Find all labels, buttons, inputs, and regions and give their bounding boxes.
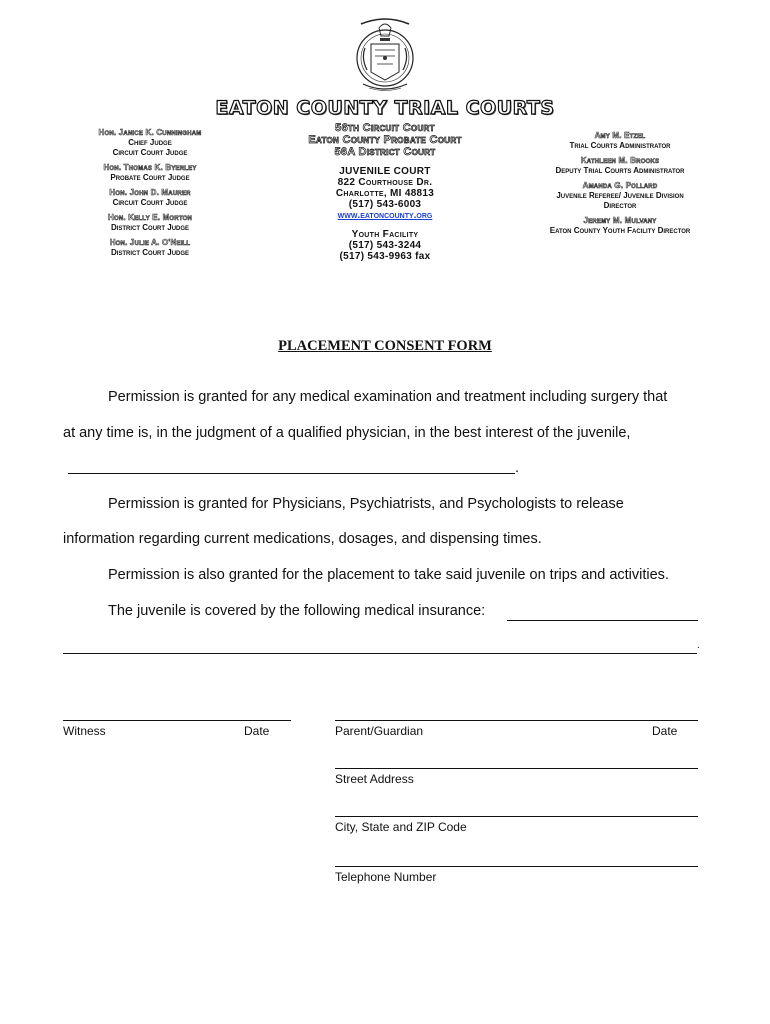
judge-entry <box>60 128 240 158</box>
staff-entry <box>545 156 695 176</box>
staff-role: Deputy Trial Courts Administrator <box>555 166 685 175</box>
judge-role: District Court Judge <box>110 248 190 257</box>
juvenile-name-period: . <box>515 460 520 476</box>
judge-name: Hon. Kelly E. Morton <box>107 213 192 222</box>
county-seal-logo <box>349 14 421 94</box>
org-title: EATON COUNTY TRIAL COURTS <box>215 97 555 119</box>
judge-role: Circuit Court Judge <box>112 198 188 207</box>
telephone-label: Telephone Number <box>335 870 437 884</box>
circuit-court-name: 56th Circuit Court <box>335 122 435 134</box>
judge-role: Probate Court Judge <box>110 173 190 182</box>
staff-name: Amy M. Etzel <box>594 131 646 140</box>
parent-guardian-label: Parent/Guardian <box>335 724 424 738</box>
consent-medical-line1: Permission is granted for any medical examination and treatment including surgery that <box>108 389 668 405</box>
form-title: PLACEMENT CONSENT FORM <box>278 338 492 354</box>
probate-court-name: Eaton County Probate Court <box>308 134 462 146</box>
parent-signature-line[interactable] <box>335 720 698 721</box>
judge-role: District Court Judge <box>110 223 190 232</box>
street-address-line[interactable] <box>335 768 698 769</box>
city-state-zip-label: City, State and ZIP Code <box>335 820 467 834</box>
judge-entry <box>60 213 240 233</box>
website-link[interactable]: www.eatoncounty.org <box>337 210 433 221</box>
youth-facility-name: Youth Facility <box>351 229 419 240</box>
staff-entry <box>545 131 695 151</box>
city-state-zip-line[interactable] <box>335 816 698 817</box>
staff-entry <box>545 216 695 236</box>
judge-role-secondary: Circuit Court Judge <box>112 148 188 157</box>
telephone-line[interactable] <box>335 866 698 867</box>
witness-signature-line[interactable] <box>63 720 291 721</box>
judge-name: Hon. John D. Maurer <box>109 188 191 197</box>
judge-entry <box>60 163 240 183</box>
insurance-field-continued[interactable] <box>63 653 697 654</box>
consent-medical-line2: at any time is, in the judgment of a qualified physician, in the best interest of the juvenile, <box>63 425 631 441</box>
consent-release-line2: information regarding current medications, dosages, and dispensing times. <box>63 531 542 547</box>
staff-list <box>545 131 695 241</box>
youth-facility-phone: (517) 543-3244 <box>348 240 422 251</box>
judge-role: Chief Judge <box>128 138 172 147</box>
juvenile-name-field[interactable] <box>68 473 515 474</box>
witness-label: Witness <box>63 724 106 738</box>
juvenile-court-street: 822 Courthouse Dr. <box>337 177 433 188</box>
staff-role: Eaton County Youth Facility Director <box>549 226 691 235</box>
staff-role: Trial Courts Administrator <box>569 141 671 150</box>
judge-entry <box>60 188 240 208</box>
court-info <box>260 122 510 262</box>
consent-release-line1: Permission is granted for Physicians, Psychiatrists, and Psychologists to release <box>108 496 624 512</box>
judge-name: Hon. Thomas K. Byerley <box>103 163 197 172</box>
judge-name: Hon. Julie A. O'Neill <box>109 238 191 247</box>
juvenile-court-phone: (517) 543-6003 <box>348 199 422 210</box>
judge-name: Hon. Janice K. Cunningham <box>98 128 202 137</box>
street-address-label: Street Address <box>335 772 414 786</box>
staff-name: Amanda G. Pollard <box>582 181 658 190</box>
judges-list <box>60 128 240 263</box>
juvenile-court-name: JUVENILE COURT <box>339 166 431 177</box>
staff-name: Jeremy M. Mulvany <box>583 216 657 225</box>
insurance-field[interactable] <box>507 620 698 621</box>
insurance-period: . <box>697 640 700 651</box>
judge-entry <box>60 238 240 258</box>
juvenile-court-city: Charlotte, MI 48813 <box>335 188 435 199</box>
parent-date-label: Date <box>652 724 678 738</box>
youth-facility-fax: (517) 543-9963 fax <box>339 251 431 262</box>
staff-role: Juvenile Referee/ Juvenile Division Director <box>556 191 684 210</box>
staff-name: Kathleen M. Brooks <box>580 156 660 165</box>
consent-trips-text: Permission is also granted for the placement to take said juvenile on trips and activities. <box>108 567 669 583</box>
insurance-label: The juvenile is covered by the following medical insurance: <box>108 603 486 619</box>
district-court-name: 56A District Court <box>334 146 436 158</box>
witness-date-label: Date <box>244 724 270 738</box>
staff-entry <box>545 181 695 211</box>
